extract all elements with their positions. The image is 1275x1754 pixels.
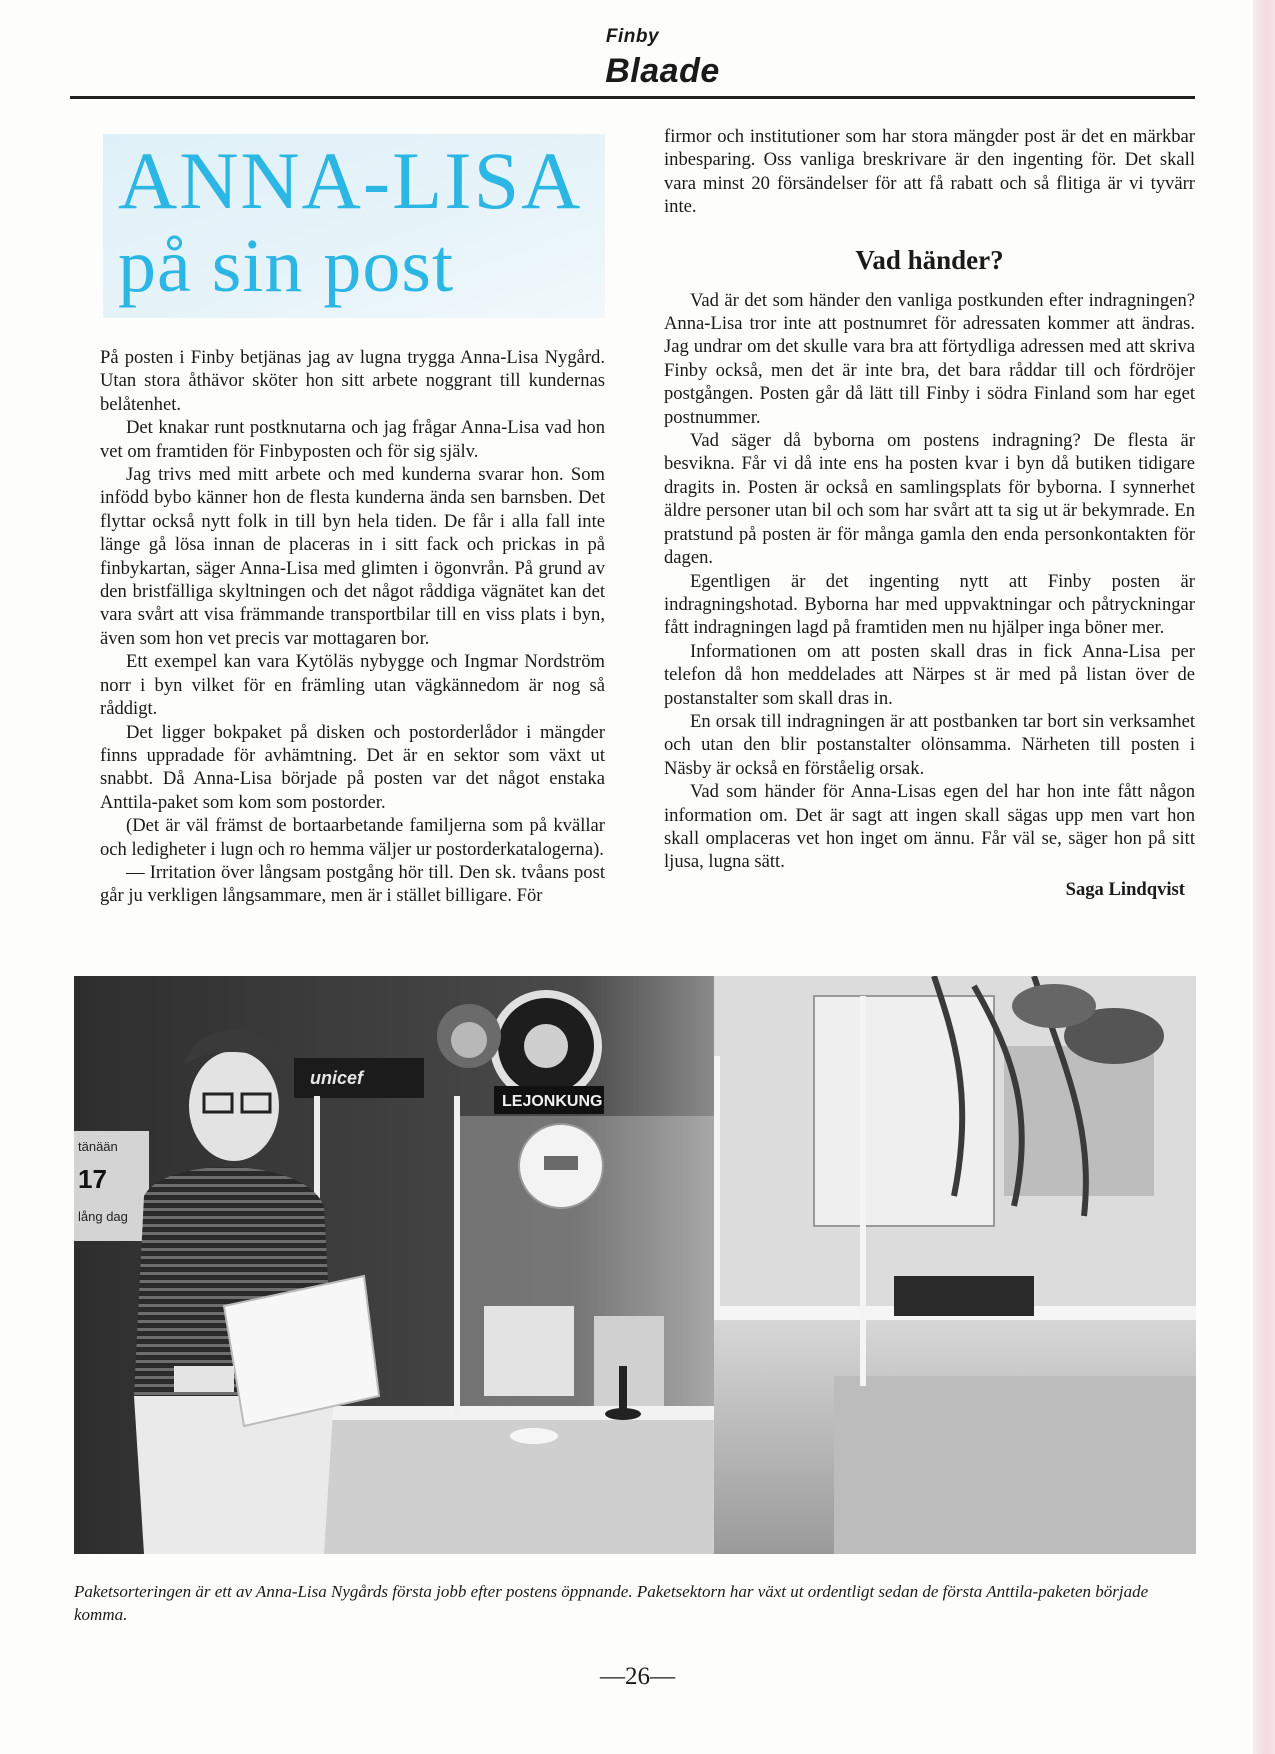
page-number: —26—	[600, 1663, 675, 1690]
paragraph: Jag trivs med mitt arbete och med kunderna svarar hon. Som infödd bybo känner hon de flesta kunderna ända sen barnsben. Det flyttar också nytt folk in till byn hela tiden. De får i alla fall inte länge gå lösa innan de placeras in i sitt fack och prickas in på finbykartan, säger Anna-Lisa med glimten i ögonvrån. På grund av den bristfälliga skyltningen och det något råddiga vägnätet kan det vara svårt att visa främmande transportbilar till en viss plats i byn, även som hon vet precis var mottagaren bor.	[100, 464, 605, 649]
paragraph: Informationen om att posten skall dras in fick Anna-Lisa per telefon då hon meddelades att Närpes st är med på listan över de postanstalter som skall dras in.	[664, 640, 1195, 709]
paragraph: (Det är väl främst de bortaarbetande familjerna som på kvällar och ledigheter i lugn och ro hemma väljer ur postorderkatalogerna).	[100, 815, 605, 860]
paragraph: På posten i Finby betjänas jag av lugna trygga Anna-Lisa Nygård. Utan stora åthävor sköter hon sitt arbete noggrant till kundernas belåtenhet.	[100, 347, 605, 415]
article-photo	[74, 976, 1196, 1554]
masthead	[70, 24, 1195, 100]
headline-line-1: ANNA-LISA	[118, 135, 583, 226]
article-headline	[118, 136, 608, 306]
right-column	[664, 125, 1195, 901]
masthead-bottom: Blaade	[605, 52, 720, 90]
paragraph: En orsak till indragningen är att postbanken tar bort sin verksamhet och utan den blir postanstalter olönsamma. Närheten till posten i Näsby är också en förståelig orsak.	[664, 710, 1195, 779]
poster-text-3: lång dag	[78, 1209, 128, 1224]
masthead-top: Finby	[605, 26, 660, 47]
paragraph: Det knakar runt postknutarna och jag frågar Anna-Lisa vad hon vet om framtiden för Finbyposten och för sig själv.	[100, 417, 605, 462]
paragraph: Det ligger bokpaket på disken och postorderlådor i mängder finns uppradade för avhämtning. Det är en sektor som växt ut snabbt. Då Anna-Lisa började på posten var det något enstaka Anttila-paket som kom som postorder.	[100, 721, 605, 813]
section-subhead: Vad händer?	[855, 244, 1004, 275]
paragraph: Vad som händer för Anna-Lisas egen del har hon inte fått någon information om. Det är sagt att ingen skall sägas upp men vart hon skall omplaceras vet hon inget om ännu. Får väl se, säger hon på sitt ljusa, lugna sätt.	[664, 781, 1195, 873]
paragraph: — Irritation över långsam postgång hör till. Den sk. tvåans post går ju verkligen långsammare, men är i stället billigare. För	[100, 861, 605, 907]
page-edge-stripe	[1253, 0, 1275, 1754]
photo-caption: Paketsorteringen är ett av Anna-Lisa Nygårds första jobb efter postens öppnande. Paketsektorn har växt ut ordentligt sedan de första Anttila-paketen började komma.	[74, 1582, 1149, 1624]
author-byline: Saga Lindqvist	[1065, 878, 1185, 900]
left-column	[100, 346, 605, 908]
paragraph: Egentligen är det ingenting nytt att Finby posten är indragningshotad. Byborna har med uppvaktningar och påtryckningar fått indragningen lagd på framtiden men nu hjälper inga böner mer.	[664, 570, 1195, 639]
poster-text-1: tänään	[78, 1139, 118, 1154]
headline-line-2: på sin post	[118, 224, 455, 308]
poster-text-2: 17	[78, 1164, 107, 1194]
sign-lejonkung: LEJONKUNG	[502, 1093, 603, 1110]
masthead-rule	[70, 96, 1195, 99]
paragraph: Vad säger då byborna om postens indragning? De flesta är besvikna. Får vi då inte ens ha posten kvar i byn då butiken tidigare dragits in. Posten är också en samlingsplats för byborna. I synnerhet äldre personer utan bil och som har svårt att ta sig ut är bekymrade. En pratstund på posten är för många gamla den enda personkontakten för dagen.	[664, 430, 1195, 569]
sign-unicef: unicef	[310, 1068, 364, 1088]
paragraph: Vad är det som händer den vanliga postkunden efter indragningen? Anna-Lisa tror inte att postnumret för adressaten kommer att ändras. Jag undrar om det skulle vara bra att förtydliga adressen med att skriva Finby också, men det är inte bra, det bara råddar till och fördröjer postgången. Posten går då lätt till Finby i södra Finland som har eget postnummer.	[664, 289, 1195, 428]
paragraph: Ett exempel kan vara Kytöläs nybygge och Ingmar Nordström norr i byn vilket för en främling utan vägkännedom är nog så råddigt.	[100, 651, 605, 720]
paragraph: firmor och institutioner som har stora mängder post är det en märkbar inbesparing. Oss vanliga breskrivare är den ingenting för. Det skall vara minst 20 försändelser för att få rabatt och så flitiga är vi tyvärr inte.	[664, 126, 1195, 218]
